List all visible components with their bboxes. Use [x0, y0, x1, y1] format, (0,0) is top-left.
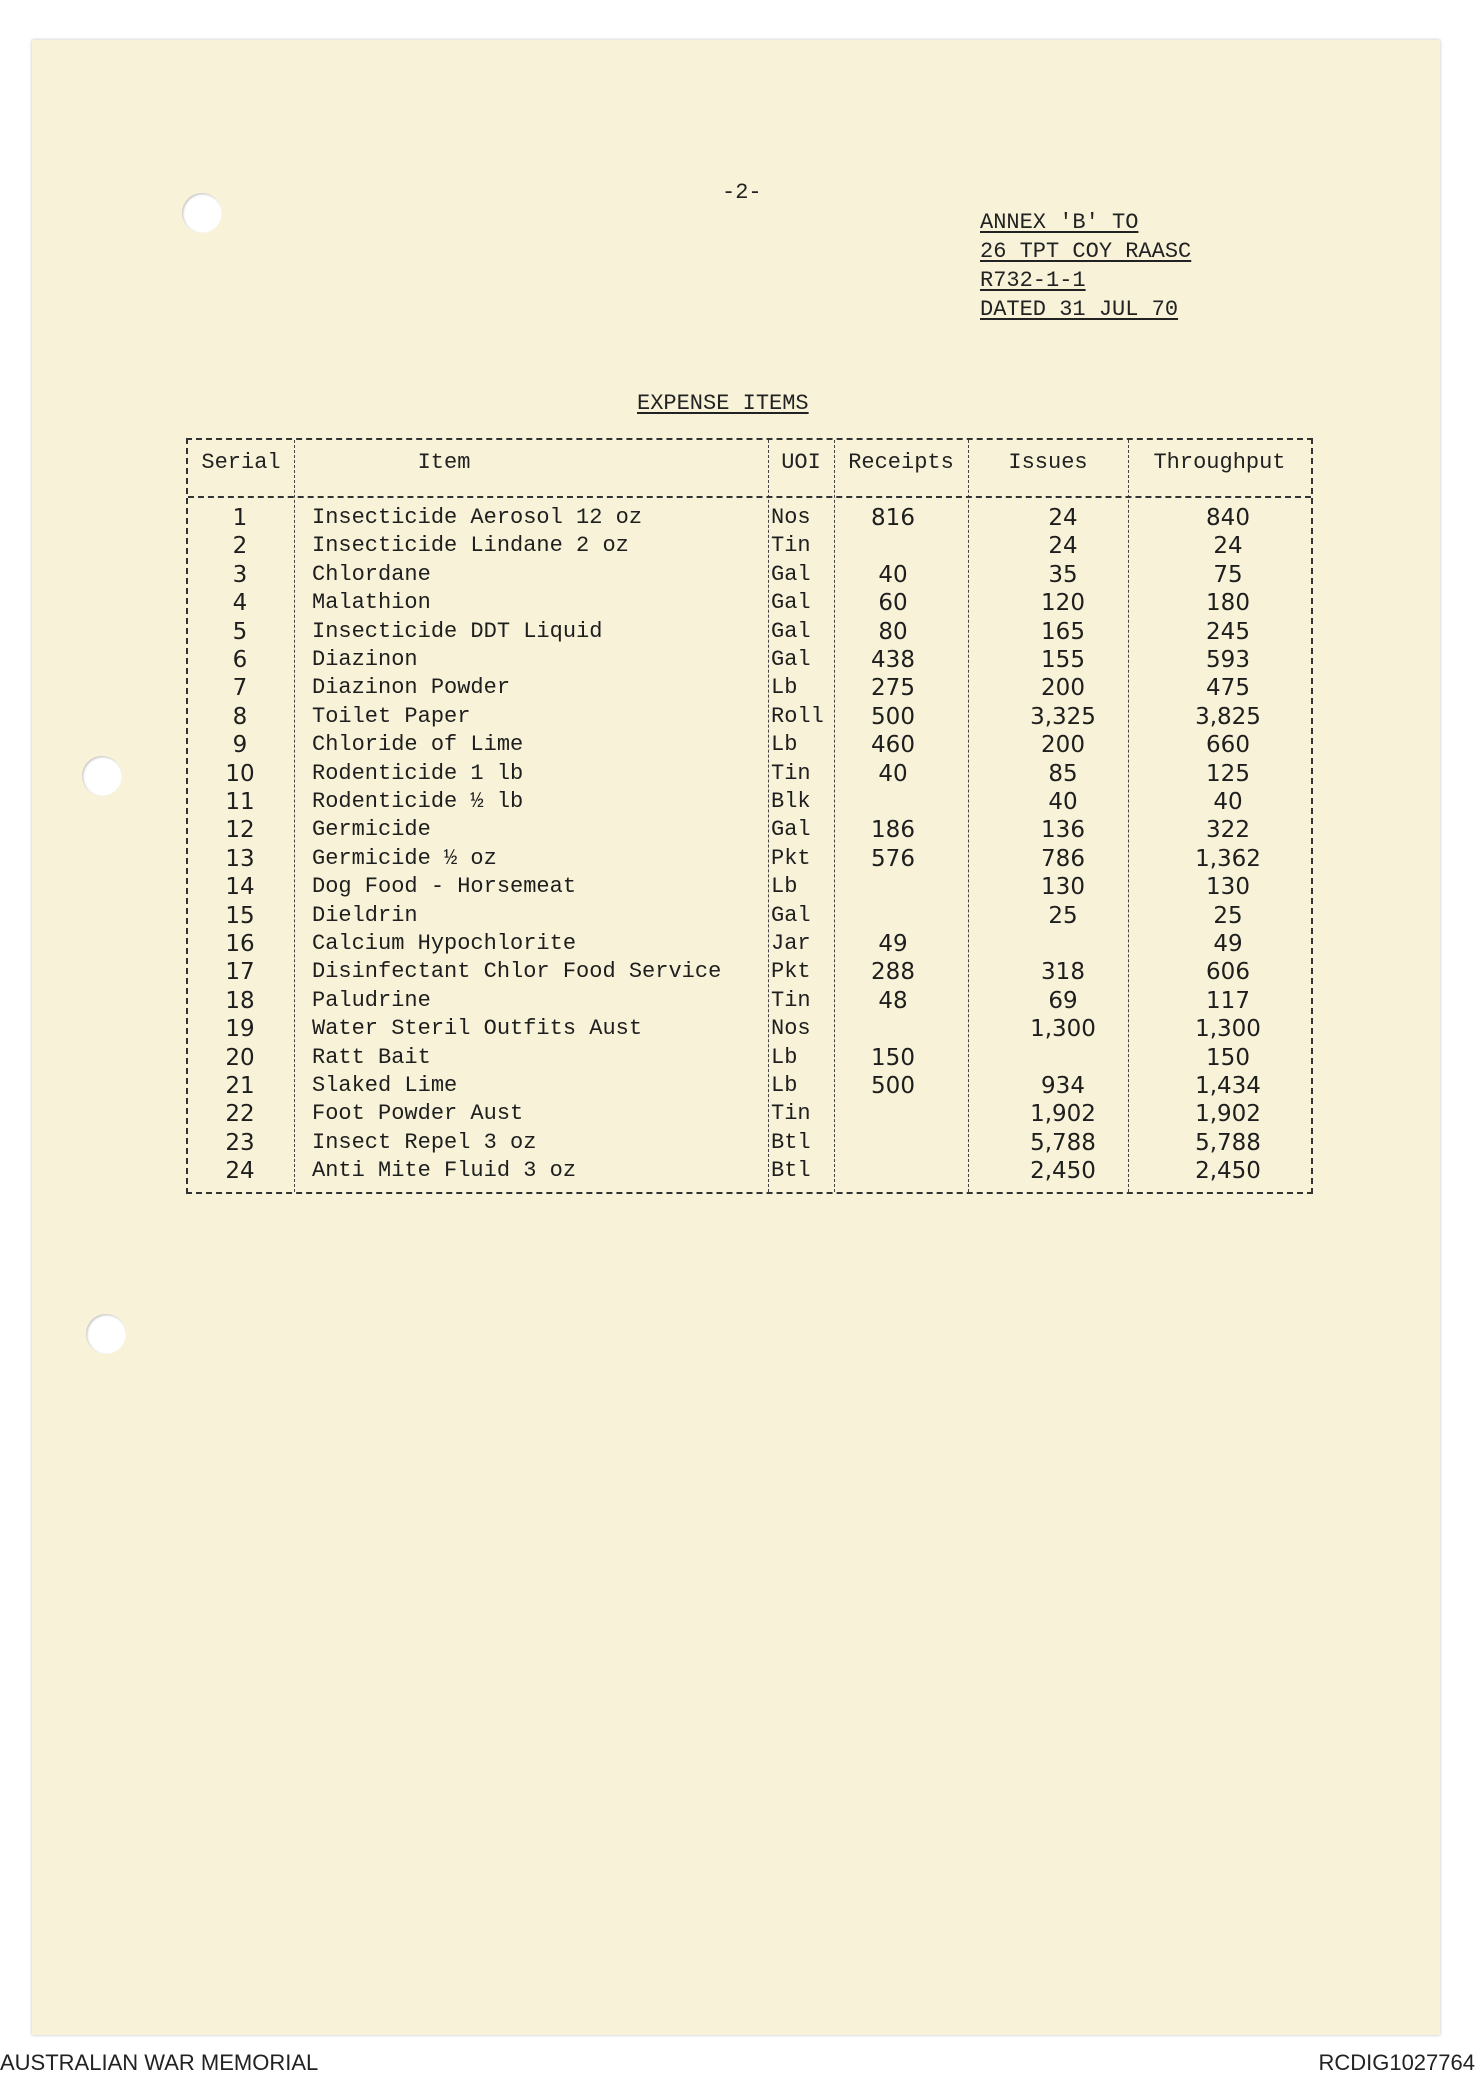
row-item: Toilet Paper	[312, 703, 471, 729]
row-issues: 40	[1048, 789, 1078, 815]
row-throughput: 40	[1213, 789, 1243, 815]
row-issues	[988, 1044, 1138, 1072]
header-receipts: Receipts	[848, 450, 954, 475]
table-row	[188, 703, 1311, 731]
row-item: Insecticide Aerosol 12 oz	[312, 505, 643, 530]
annex-line-2: 26 TPT COY RAASC	[980, 239, 1192, 264]
row-throughput: 150	[1206, 1044, 1250, 1071]
row-issues: 24	[1048, 505, 1078, 531]
row-item: Insecticide DDT Liquid	[312, 618, 603, 644]
row-serial: 16	[225, 931, 255, 957]
row-item: Germicide	[312, 817, 431, 843]
row-throughput: 245	[1206, 618, 1250, 645]
table-row	[188, 1100, 1311, 1128]
table-row	[188, 589, 1311, 617]
row-receipts	[828, 1015, 958, 1043]
row-item: Water Steril Outfits Aust	[312, 1016, 643, 1042]
row-throughput: 3,825	[1195, 703, 1261, 730]
row-receipts: 288	[871, 959, 915, 986]
row-issues: 120	[1041, 590, 1085, 617]
row-issues: 25	[1048, 902, 1078, 929]
row-throughput: 840	[1206, 505, 1250, 531]
table-row	[188, 618, 1311, 646]
row-issues: 155	[1041, 647, 1085, 673]
table-row	[188, 1129, 1311, 1157]
row-issues: 1,300	[1030, 1016, 1096, 1043]
row-item: Rodenticide 1 lb	[312, 760, 524, 786]
row-issues: 200	[1041, 675, 1085, 702]
row-item: Ratt Bait	[312, 1044, 431, 1070]
row-issues: 85	[1048, 760, 1078, 787]
row-throughput: 49	[1213, 931, 1243, 957]
header-uoi: UOI	[781, 450, 821, 475]
row-serial: 11	[225, 789, 255, 815]
row-receipts: 60	[878, 590, 908, 617]
row-serial: 21	[225, 1073, 255, 1099]
table-row	[188, 1044, 1311, 1072]
row-serial: 13	[225, 845, 255, 872]
row-issues: 136	[1041, 817, 1085, 844]
row-issues: 24	[1048, 533, 1078, 560]
row-uoi: Gal	[771, 817, 811, 843]
row-receipts: 150	[871, 1044, 915, 1071]
row-uoi: Lb	[771, 1044, 798, 1070]
row-uoi: Lb	[771, 1073, 798, 1098]
row-serial: 1	[232, 505, 248, 531]
row-serial: 4	[232, 590, 248, 617]
table-row	[188, 532, 1311, 560]
row-receipts: 275	[871, 675, 915, 702]
row-uoi: Nos	[771, 1016, 811, 1042]
table-row	[188, 958, 1311, 986]
table-title: EXPENSE ITEMS	[637, 391, 809, 416]
row-serial: 19	[225, 1016, 255, 1043]
row-throughput: 660	[1206, 732, 1250, 759]
row-serial: 10	[225, 760, 255, 787]
row-receipts: 576	[871, 845, 915, 872]
row-uoi: Gal	[771, 618, 811, 644]
table-row	[188, 731, 1311, 759]
row-item: Diazinon	[312, 647, 418, 672]
row-serial: 15	[225, 902, 255, 929]
row-uoi: Tin	[771, 760, 811, 786]
row-item: Chlordane	[312, 561, 431, 587]
annex-reference	[980, 208, 1191, 324]
row-uoi: Tin	[771, 987, 811, 1013]
row-throughput: 5,788	[1195, 1129, 1261, 1156]
row-throughput: 25	[1213, 902, 1243, 929]
row-item: Rodenticide ½ lb	[312, 789, 524, 814]
row-uoi: Pkt	[771, 959, 811, 985]
row-serial: 22	[225, 1101, 255, 1128]
row-receipts: 80	[878, 618, 908, 645]
table-row	[188, 674, 1311, 702]
table-row	[188, 1015, 1311, 1043]
row-issues: 786	[1041, 845, 1085, 872]
table-row	[188, 504, 1311, 532]
table-row	[188, 987, 1311, 1015]
row-uoi: Btl	[771, 1158, 811, 1184]
annex-line-3: R732-1-1	[980, 268, 1086, 293]
header-throughput: Throughput	[1153, 450, 1286, 475]
table-row	[188, 816, 1311, 844]
row-uoi: Gal	[771, 647, 811, 672]
row-throughput: 475	[1206, 675, 1250, 702]
annex-line-1: ANNEX 'B' TO	[980, 210, 1139, 235]
row-uoi: Lb	[771, 675, 798, 701]
row-item: Germicide ½ oz	[312, 845, 497, 871]
footer-source: AUSTRALIAN WAR MEMORIAL	[0, 2050, 319, 2075]
punch-hole-middle	[82, 756, 122, 796]
row-receipts	[828, 532, 958, 560]
row-item: Disinfectant Chlor Food Service	[312, 959, 722, 985]
row-issues: 2,450	[1030, 1158, 1096, 1185]
table-row	[188, 873, 1311, 901]
row-throughput: 1,362	[1195, 845, 1261, 872]
row-throughput: 180	[1206, 590, 1250, 617]
page-number: -2-	[722, 180, 762, 205]
row-receipts: 816	[871, 505, 915, 531]
row-item: Calcium Hypochlorite	[312, 931, 577, 956]
row-throughput: 606	[1206, 959, 1250, 986]
row-receipts: 186	[871, 817, 915, 844]
row-receipts: 460	[871, 732, 915, 759]
row-issues	[988, 930, 1138, 958]
row-receipts	[828, 1157, 958, 1185]
row-throughput: 1,300	[1195, 1016, 1261, 1043]
row-receipts	[828, 1100, 958, 1128]
row-throughput: 125	[1206, 760, 1250, 787]
row-serial: 8	[232, 703, 248, 730]
table-row	[188, 561, 1311, 589]
row-receipts: 500	[871, 1073, 915, 1099]
row-serial: 2	[232, 533, 248, 560]
row-serial: 17	[225, 959, 255, 986]
row-serial: 5	[232, 618, 248, 645]
row-serial: 18	[225, 987, 255, 1014]
row-issues: 934	[1041, 1073, 1085, 1099]
table-row	[188, 760, 1311, 788]
row-serial: 9	[232, 732, 248, 759]
row-issues: 200	[1041, 732, 1085, 759]
row-uoi: Gal	[771, 590, 811, 616]
header-item: Item	[417, 450, 471, 475]
row-uoi: Tin	[771, 533, 811, 559]
header-rule	[188, 496, 1311, 498]
row-receipts: 500	[871, 703, 915, 730]
annex-line-4: DATED 31 JUL 70	[980, 297, 1179, 322]
row-issues: 1,902	[1030, 1101, 1096, 1128]
row-receipts	[828, 902, 958, 930]
row-item: Slaked Lime	[312, 1073, 458, 1098]
row-receipts: 49	[878, 931, 908, 957]
row-uoi: Jar	[771, 931, 811, 956]
row-issues: 165	[1041, 618, 1085, 645]
table-row	[188, 845, 1311, 873]
row-serial: 24	[225, 1158, 255, 1185]
row-serial: 23	[225, 1129, 255, 1156]
row-item: Dog Food - Horsemeat	[312, 874, 577, 900]
row-uoi: Blk	[771, 789, 811, 814]
header-issues: Issues	[1008, 450, 1088, 475]
row-issues: 318	[1041, 959, 1085, 986]
document-page	[32, 40, 1440, 2035]
row-receipts: 438	[871, 647, 915, 673]
row-throughput: 1,434	[1195, 1073, 1261, 1099]
row-item: Insect Repel 3 oz	[312, 1129, 537, 1155]
row-item: Insecticide Lindane 2 oz	[312, 533, 629, 559]
punch-hole-top	[182, 193, 222, 233]
row-uoi: Lb	[771, 732, 798, 758]
row-serial: 6	[232, 647, 248, 673]
table-row	[188, 1157, 1311, 1185]
row-item: Malathion	[312, 590, 431, 616]
row-throughput: 322	[1206, 817, 1250, 844]
row-serial: 20	[225, 1044, 255, 1071]
row-item: Dieldrin	[312, 902, 418, 928]
footer-identifier: RCDIG1027764	[1318, 2050, 1475, 2075]
row-serial: 3	[232, 561, 248, 588]
row-receipts: 40	[878, 561, 908, 588]
row-receipts	[828, 873, 958, 901]
row-uoi: Nos	[771, 505, 811, 530]
row-issues: 69	[1048, 987, 1078, 1014]
row-issues: 5,788	[1030, 1129, 1096, 1156]
row-uoi: Gal	[771, 902, 811, 928]
row-serial: 7	[232, 675, 248, 702]
punch-hole-bottom	[86, 1314, 126, 1354]
row-item: Anti Mite Fluid 3 oz	[312, 1158, 577, 1184]
row-throughput: 24	[1213, 533, 1243, 560]
row-uoi: Pkt	[771, 845, 811, 871]
row-throughput: 593	[1206, 647, 1250, 673]
table-row	[188, 902, 1311, 930]
row-throughput: 117	[1206, 987, 1250, 1014]
table-row	[188, 1072, 1311, 1100]
row-item: Diazinon Powder	[312, 675, 511, 701]
row-issues: 35	[1048, 561, 1078, 588]
row-item: Chloride of Lime	[312, 732, 524, 758]
row-item: Foot Powder Aust	[312, 1101, 524, 1127]
row-throughput: 2,450	[1195, 1158, 1261, 1185]
row-item: Paludrine	[312, 987, 431, 1013]
table-row	[188, 646, 1311, 674]
row-serial: 12	[225, 817, 255, 844]
row-serial: 14	[225, 874, 255, 901]
header-serial: Serial	[201, 450, 281, 475]
row-throughput: 1,902	[1195, 1101, 1261, 1128]
row-issues: 3,325	[1030, 703, 1096, 730]
row-uoi: Lb	[771, 874, 798, 900]
row-receipts	[828, 788, 958, 816]
row-receipts	[828, 1129, 958, 1157]
table-row	[188, 930, 1311, 958]
row-uoi: Gal	[771, 561, 811, 587]
expense-items-table	[186, 438, 1313, 1194]
row-uoi: Btl	[771, 1129, 811, 1155]
row-uoi: Roll	[771, 703, 824, 729]
table-row	[188, 788, 1311, 816]
row-throughput: 130	[1206, 874, 1250, 901]
row-issues: 130	[1041, 874, 1085, 901]
row-uoi: Tin	[771, 1101, 811, 1127]
row-throughput: 75	[1213, 561, 1243, 588]
row-receipts: 40	[878, 760, 908, 787]
row-receipts: 48	[878, 987, 908, 1014]
